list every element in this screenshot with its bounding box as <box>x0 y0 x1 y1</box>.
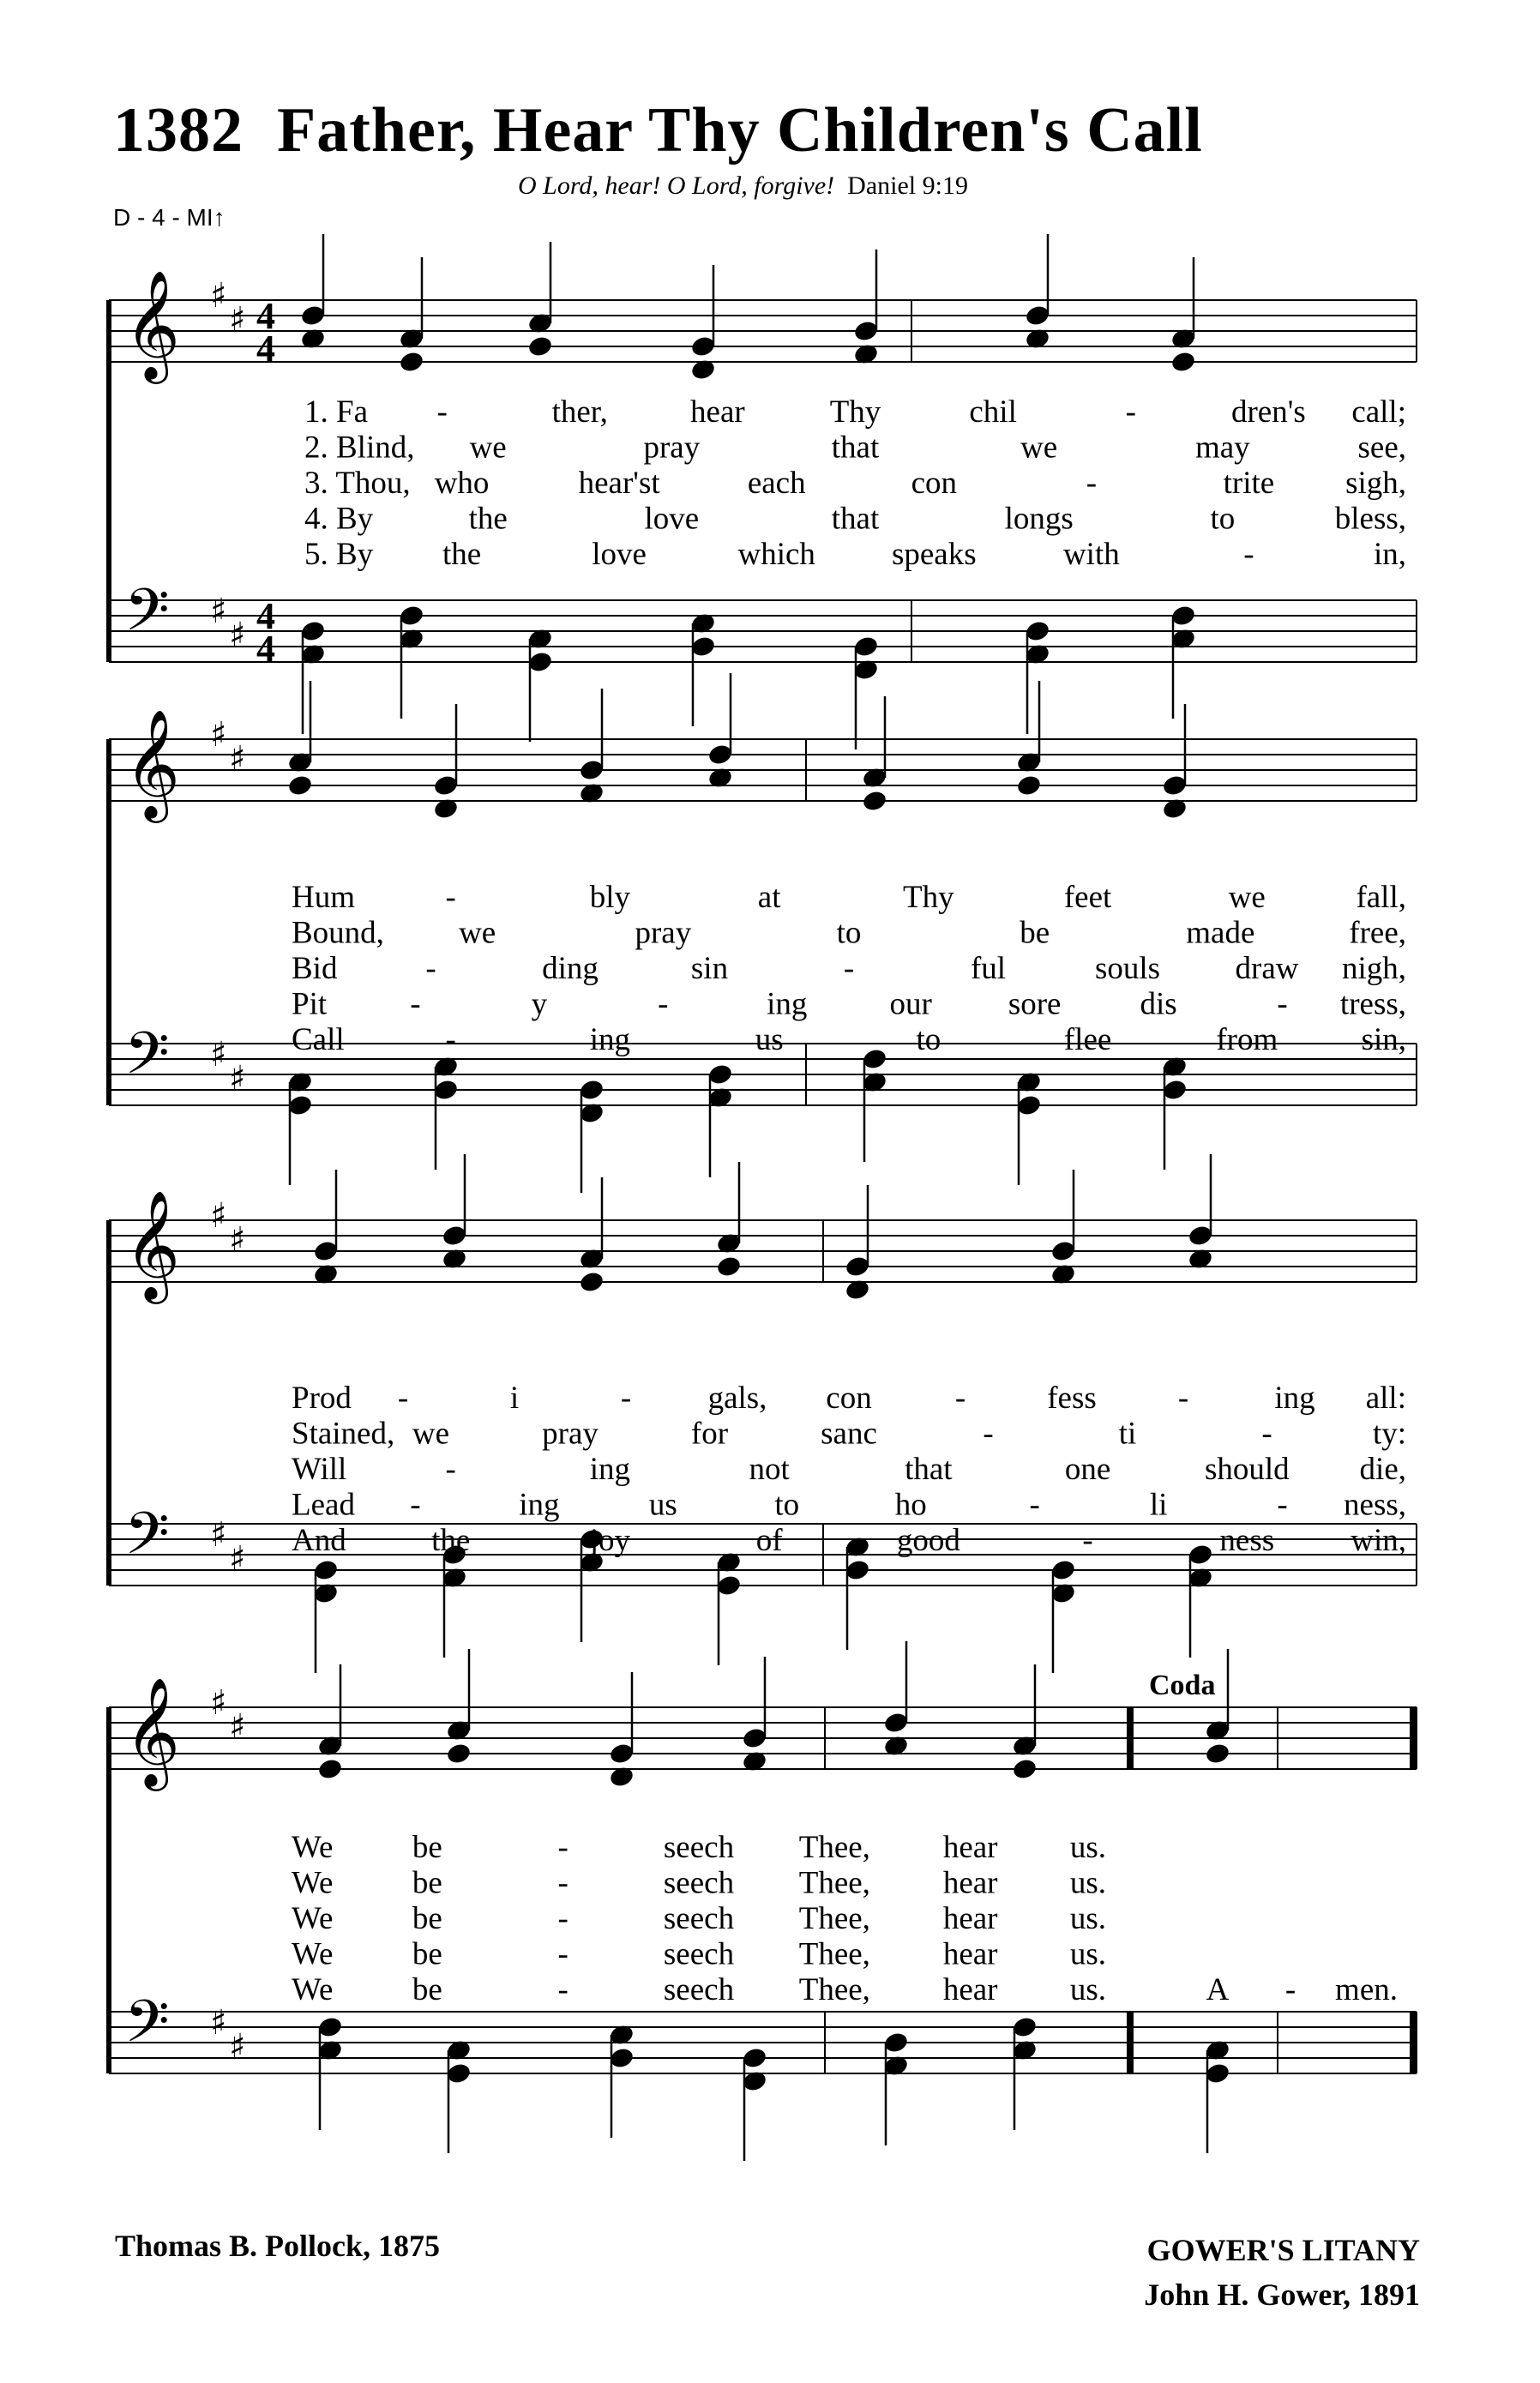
lyric-syllable: sanc <box>821 1416 877 1452</box>
lyrics <box>292 394 1406 2007</box>
lyric-syllable: Prod <box>292 1381 352 1416</box>
lyric-syllable: to <box>774 1487 800 1523</box>
lyric-syllable: free, <box>1349 915 1406 951</box>
note-head <box>1170 350 1196 374</box>
lyric-syllable: die, <box>1359 1452 1406 1487</box>
meter-code: D - 4 - MI↑ <box>113 204 226 231</box>
lyric-syllable: call; <box>1351 394 1406 430</box>
lyric-syllable: Thee, <box>798 1865 870 1901</box>
lyric-syllable: seech <box>663 1972 735 2007</box>
note-head <box>1204 1742 1230 1766</box>
composer-credit: John H. Gower, 1891 <box>1144 2278 1420 2313</box>
lyric-syllable: 2. Blind, <box>304 430 415 466</box>
lyric-syllable: bless, <box>1334 501 1406 537</box>
lyric-syllable: Thee, <box>798 1936 870 1972</box>
lyric-syllable: be <box>1020 915 1050 951</box>
lyric-syllable: - <box>658 986 669 1022</box>
lyric-syllable: which <box>737 537 815 572</box>
bass-clef-icon: 𝄢 <box>124 1020 170 1102</box>
lyric-syllable: Hum <box>292 880 355 915</box>
lyric-syllable: sigh, <box>1345 466 1406 501</box>
lyric-syllable: - <box>557 1830 568 1865</box>
lyric-syllable: see, <box>1357 430 1406 466</box>
lyric-syllable: con <box>826 1381 872 1416</box>
lyric-syllable: be <box>412 1936 442 1972</box>
lyric-syllable: us. <box>1069 1830 1106 1865</box>
lyric-syllable: hear <box>942 1901 998 1936</box>
lyric-syllable: - <box>445 880 456 915</box>
treble-clef-icon: 𝄞 <box>124 1676 181 1786</box>
lyric-syllable: - <box>557 1936 568 1972</box>
sharp-icon: ♯ <box>210 2003 227 2043</box>
sharp-icon: ♯ <box>210 276 227 316</box>
lyric-syllable: pray <box>542 1416 599 1452</box>
note-head <box>286 773 313 797</box>
lyric-syllable: ing <box>589 1452 631 1487</box>
lyric-syllable: pray <box>635 915 692 951</box>
lyric-syllable: to <box>916 1022 941 1057</box>
note-head <box>1015 773 1042 797</box>
sharp-icon: ♯ <box>210 1515 227 1555</box>
lyric-syllable: may <box>1194 430 1250 466</box>
lyric-syllable: seech <box>663 1865 735 1901</box>
lyric-syllable: We <box>292 1972 334 2007</box>
sharp-icon: ♯ <box>229 1220 246 1260</box>
lyric-syllable: We <box>292 1830 334 1865</box>
lyric-syllable: ing <box>589 1022 631 1057</box>
sharp-icon: ♯ <box>210 592 227 631</box>
bass-clef-icon: 𝄢 <box>124 577 170 659</box>
lyric-syllable: We <box>292 1865 334 1901</box>
sharp-icon: ♯ <box>229 616 246 655</box>
lyric-syllable: the <box>468 501 508 537</box>
lyric-syllable: hear <box>690 394 745 430</box>
time-signature-digit: 4 <box>256 595 275 637</box>
lyric-syllable: Thee, <box>798 1972 870 2007</box>
lyric-syllable: pray <box>643 430 701 466</box>
lyric-syllable: us <box>648 1487 677 1523</box>
note-head <box>1011 1757 1038 1781</box>
lyric-syllable: fall, <box>1356 880 1406 915</box>
lyric-syllable: nigh, <box>1341 951 1406 986</box>
lyric-syllable: with <box>1062 537 1120 572</box>
lyric-syllable: chil <box>969 394 1017 430</box>
treble-clef-icon: 𝄞 <box>124 708 181 818</box>
lyric-syllable: Thee, <box>798 1901 870 1936</box>
sharp-icon: ♯ <box>210 715 227 755</box>
lyric-syllable: Bound, <box>292 915 384 951</box>
lyric-syllable: Stained, <box>292 1416 395 1452</box>
lyric-syllable: ful <box>970 951 1007 986</box>
lyric-syllable: tress, <box>1339 986 1406 1022</box>
lyric-syllable: gals, <box>707 1381 767 1416</box>
lyric-syllable: - <box>983 1416 994 1452</box>
lyric-syllable: 5. By <box>304 537 374 572</box>
lyric-syllable: win, <box>1351 1523 1406 1558</box>
lyric-syllable: we <box>469 430 507 466</box>
scripture-quote: O Lord, hear! O Lord, forgive! <box>518 172 835 200</box>
lyric-syllable: - <box>557 1901 568 1936</box>
lyric-syllable: that <box>905 1452 953 1487</box>
lyric-syllable: speaks <box>891 537 977 572</box>
lyric-syllable: for <box>690 1416 729 1452</box>
hymn-number: 1382 <box>113 95 244 165</box>
lyric-syllable: hear <box>942 1865 998 1901</box>
lyric-syllable: love <box>644 501 700 537</box>
lyric-syllable: be <box>412 1972 442 2007</box>
lyric-syllable: each <box>747 466 806 501</box>
lyric-syllable: - <box>397 1381 409 1416</box>
coda-label: Coda <box>1149 1670 1216 1701</box>
lyric-syllable: - <box>843 951 855 986</box>
lyric-syllable: we <box>459 915 496 951</box>
lyric-syllable: seech <box>663 1901 735 1936</box>
hymn-title: Father, Hear Thy Children's Call <box>277 95 1203 165</box>
time-signature-digit: 4 <box>256 295 275 337</box>
lyric-syllable: good <box>896 1523 960 1558</box>
lyric-syllable: li <box>1149 1487 1168 1523</box>
lyric-syllable: that <box>831 501 880 537</box>
lyric-syllable: ther, <box>551 394 608 430</box>
sharp-icon: ♯ <box>229 1707 246 1747</box>
lyric-syllable: to <box>836 915 862 951</box>
lyric-syllable: - <box>1277 986 1288 1022</box>
lyric-syllable: longs <box>1004 501 1074 537</box>
lyric-syllable: ho <box>894 1487 927 1523</box>
sharp-icon: ♯ <box>210 1683 227 1723</box>
lyric-syllable: Pit <box>292 986 328 1022</box>
lyric-syllable: - <box>954 1381 966 1416</box>
amen-syllable: men. <box>1335 1972 1398 2007</box>
lyric-syllable: - <box>557 1972 568 2007</box>
note-head <box>578 1270 605 1294</box>
lyric-syllable: con <box>911 466 958 501</box>
lyric-syllable: Thy <box>903 880 954 915</box>
lyric-syllable: ness <box>1219 1523 1275 1558</box>
lyric-syllable: - <box>445 1022 456 1057</box>
scripture-reference: Daniel 9:19 <box>847 172 968 200</box>
lyric-syllable: who <box>434 466 490 501</box>
sharp-icon: ♯ <box>229 739 246 779</box>
lyric-syllable: us <box>755 1022 784 1057</box>
lyric-syllable: souls <box>1094 951 1161 986</box>
note-head <box>316 1757 343 1781</box>
lyric-syllable: - <box>1125 394 1136 430</box>
lyric-syllable: hear <box>942 1972 998 2007</box>
sharp-icon: ♯ <box>229 1539 246 1579</box>
sharp-icon: ♯ <box>229 1059 246 1098</box>
lyric-syllable: seech <box>663 1936 735 1972</box>
note-head <box>861 789 887 813</box>
lyric-syllable: dren's <box>1230 394 1306 430</box>
lyric-syllable: dis <box>1140 986 1177 1022</box>
lyric-syllable: flee <box>1063 1022 1112 1057</box>
treble-clef-icon: 𝄞 <box>124 269 181 379</box>
lyric-syllable: be <box>412 1830 442 1865</box>
lyric-syllable: us. <box>1069 1901 1106 1936</box>
sharp-icon: ♯ <box>229 300 246 340</box>
note-head <box>526 334 553 358</box>
lyric-syllable: - <box>1277 1487 1288 1523</box>
time-signature-digit: 4 <box>256 628 275 670</box>
lyric-syllable: ding <box>542 951 599 986</box>
lyric-syllable: love <box>592 537 647 572</box>
lyric-syllable: trite <box>1223 466 1275 501</box>
lyric-syllable: seech <box>663 1830 735 1865</box>
lyric-syllable: us. <box>1069 1936 1106 1972</box>
lyric-syllable: 1. Fa <box>304 394 368 430</box>
lyric-syllable: in, <box>1373 537 1406 572</box>
note-head <box>715 1255 742 1279</box>
sharp-icon: ♯ <box>210 1035 227 1074</box>
lyric-syllable: - <box>410 986 421 1022</box>
lyric-syllable: - <box>1082 1523 1093 1558</box>
lyric-syllable: joy <box>589 1523 631 1558</box>
lyric-syllable: ing <box>519 1487 560 1523</box>
lyric-syllable: - <box>1261 1416 1272 1452</box>
lyric-syllable: - <box>1086 466 1098 501</box>
lyric-syllable: - <box>1177 1381 1189 1416</box>
lyric-syllable: ing <box>1274 1381 1315 1416</box>
lyric-syllable: not <box>749 1452 790 1487</box>
lyric-syllable: we <box>1228 880 1266 915</box>
lyric-syllable: made <box>1186 915 1255 951</box>
lyric-syllable: sin, <box>1361 1022 1406 1057</box>
lyric-syllable: be <box>412 1901 442 1936</box>
amen-syllable: - <box>1284 1972 1296 2007</box>
lyric-syllable: - <box>620 1381 632 1416</box>
time-signature-digit: 4 <box>256 328 275 370</box>
lyric-syllable: our <box>889 986 932 1022</box>
note-head <box>398 350 424 374</box>
lyric-syllable: hear'st <box>578 466 660 501</box>
lyric-syllable: from <box>1216 1022 1278 1057</box>
lyric-syllable: at <box>757 880 781 915</box>
lyric-syllable: we <box>1020 430 1058 466</box>
bass-clef-icon: 𝄢 <box>124 1989 170 2070</box>
lyric-syllable: We <box>292 1936 334 1972</box>
amen-syllable: A <box>1206 1972 1230 2007</box>
lyric-syllable: 3. Thou, <box>304 466 411 501</box>
lyric-syllable: that <box>831 430 880 466</box>
treble-clef-icon: 𝄞 <box>124 1189 181 1299</box>
lyric-syllable: be <box>412 1865 442 1901</box>
lyric-syllable: Will <box>292 1452 347 1487</box>
lyric-syllable: draw <box>1235 951 1299 986</box>
lyric-syllable: us. <box>1069 1972 1106 2007</box>
lyric-syllable: Lead <box>292 1487 355 1523</box>
lyric-syllable: the <box>442 537 482 572</box>
lyric-syllable: i <box>509 1381 520 1416</box>
lyric-syllable: Thy <box>829 394 881 430</box>
tune-name: GOWER'S LITANY <box>1146 2233 1420 2267</box>
lyric-syllable: - <box>425 951 436 986</box>
note-head <box>445 1742 472 1766</box>
lyric-syllable: Call <box>292 1022 345 1057</box>
author-credit: Thomas B. Pollock, 1875 <box>115 2229 441 2263</box>
sharp-icon: ♯ <box>229 2027 246 2067</box>
lyric-syllable: hear <box>942 1936 998 1972</box>
lyric-syllable: us. <box>1069 1865 1106 1901</box>
lyric-syllable: ty: <box>1372 1416 1406 1452</box>
lyric-syllable: sin <box>690 951 729 986</box>
lyric-syllable: feet <box>1063 880 1112 915</box>
lyric-syllable: hear <box>942 1830 998 1865</box>
lyric-syllable: the <box>431 1523 471 1558</box>
lyric-syllable: ti <box>1118 1416 1137 1452</box>
lyric-syllable: Bid <box>292 951 338 986</box>
sharp-icon: ♯ <box>210 1196 227 1236</box>
lyric-syllable: to <box>1210 501 1236 537</box>
lyric-syllable: sore <box>1008 986 1062 1022</box>
lyric-syllable: ing <box>767 986 808 1022</box>
lyric-syllable: And <box>292 1523 346 1558</box>
tune-credit <box>1144 2228 1420 2317</box>
lyric-syllable: We <box>292 1901 334 1936</box>
lyric-syllable: of <box>755 1523 783 1558</box>
lyric-syllable: - <box>445 1452 456 1487</box>
lyric-syllable: fess <box>1047 1381 1097 1416</box>
lyric-syllable: Thee, <box>798 1830 870 1865</box>
lyric-syllable: ness, <box>1344 1487 1406 1523</box>
bass-clef-icon: 𝄢 <box>124 1501 170 1582</box>
lyric-syllable: all: <box>1365 1381 1406 1416</box>
lyric-syllable: we <box>412 1416 450 1452</box>
lyric-syllable: - <box>557 1865 568 1901</box>
lyric-syllable: - <box>1029 1487 1040 1523</box>
lyric-syllable: one <box>1064 1452 1111 1487</box>
clefs-and-signatures <box>124 269 275 2070</box>
lyric-syllable: should <box>1204 1452 1290 1487</box>
lyric-syllable: bly <box>589 880 631 915</box>
lyric-syllable: 4. By <box>304 501 374 537</box>
lyric-syllable: - <box>1243 537 1254 572</box>
lyric-syllable: - <box>436 394 448 430</box>
lyric-syllable: - <box>410 1487 421 1523</box>
lyric-syllable: y <box>531 986 548 1022</box>
